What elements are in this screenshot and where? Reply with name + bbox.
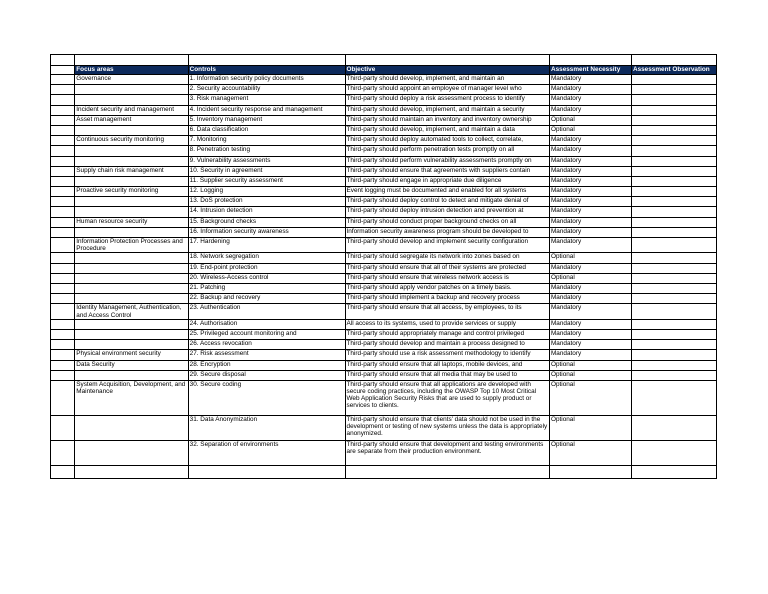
table-row <box>51 370 717 380</box>
assessment-table <box>50 54 717 479</box>
focus-area-cell[interactable] <box>75 85 188 95</box>
objective-cell[interactable]: Third-party should ensure that all media that may be used to <box>345 370 549 380</box>
observation-cell[interactable] <box>631 85 716 95</box>
objective-cell[interactable]: Information security awareness program should be developed to <box>345 227 549 237</box>
header-row <box>51 66 717 75</box>
observation-cell[interactable] <box>631 156 716 166</box>
control-cell[interactable]: 12. Logging <box>188 187 345 197</box>
control-cell[interactable]: 18. Network segregation <box>188 253 345 263</box>
objective-cell[interactable]: Third-party should use a risk assessment methodology to identify <box>345 350 549 360</box>
row-spacer-cell[interactable] <box>51 253 75 263</box>
objective-cell[interactable]: Third-party should appropriately manage and control privileged <box>345 329 549 339</box>
objective-cell[interactable]: Event logging must be documented and enabled for all systems <box>345 187 549 197</box>
necessity-cell[interactable]: Mandatory <box>549 187 631 197</box>
control-cell[interactable]: 6. Data classification <box>188 125 345 135</box>
necessity-cell[interactable]: Mandatory <box>549 176 631 186</box>
objective-cell[interactable]: Third-party should ensure that development and testing environments are separate from their production environment. <box>345 440 549 465</box>
objective-cell[interactable]: Third-party should perform penetration tests promptly on all <box>345 146 549 156</box>
control-cell[interactable]: 9. Vulnerability assessments <box>188 156 345 166</box>
necessity-cell[interactable]: Mandatory <box>549 294 631 304</box>
observation-cell[interactable] <box>631 294 716 304</box>
objective-cell[interactable]: Third-party should ensure that agreements with suppliers contain <box>345 166 549 176</box>
objective-cell[interactable]: Third-party should ensure that all of their systems are protected <box>345 263 549 273</box>
observation-cell[interactable] <box>631 115 716 125</box>
row-spacer-cell[interactable] <box>51 294 75 304</box>
table-row <box>51 415 717 440</box>
row-spacer-cell[interactable] <box>51 197 75 207</box>
objective-cell[interactable]: Third-party should deploy a risk assessment process to identify <box>345 95 549 105</box>
observation-cell[interactable] <box>631 238 716 253</box>
observation-cell[interactable] <box>631 105 716 115</box>
row-spacer-cell[interactable] <box>51 187 75 197</box>
observation-cell[interactable] <box>631 146 716 156</box>
focus-area-cell[interactable] <box>75 125 188 135</box>
focus-area-cell[interactable] <box>75 440 188 465</box>
necessity-cell[interactable]: Mandatory <box>549 136 631 146</box>
table-row <box>51 176 717 186</box>
objective-cell[interactable]: Third-party should conduct proper background checks on all <box>345 217 549 227</box>
necessity-cell[interactable]: Mandatory <box>549 85 631 95</box>
cell[interactable] <box>51 55 75 66</box>
focus-area-cell[interactable] <box>75 176 188 186</box>
focus-area-cell[interactable]: Continuous security monitoring <box>75 136 188 146</box>
objective-cell[interactable]: Third-party should implement a backup and recovery process <box>345 294 549 304</box>
observation-cell[interactable] <box>631 125 716 135</box>
necessity-cell[interactable]: Mandatory <box>549 238 631 253</box>
row-spacer-cell[interactable] <box>51 136 75 146</box>
control-cell[interactable]: 13. DoS protection <box>188 197 345 207</box>
table-row <box>51 380 717 415</box>
row-spacer-cell[interactable] <box>51 146 75 156</box>
necessity-cell[interactable]: Mandatory <box>549 350 631 360</box>
cell[interactable] <box>631 55 716 66</box>
table-row <box>51 238 717 253</box>
row-spacer-cell[interactable] <box>51 283 75 293</box>
header-assessment-necessity[interactable]: Assessment Necessity <box>549 66 631 75</box>
focus-area-cell[interactable]: Data Security <box>75 360 188 370</box>
table-row <box>51 115 717 125</box>
table-row <box>51 360 717 370</box>
observation-cell[interactable] <box>631 176 716 186</box>
observation-cell[interactable] <box>631 283 716 293</box>
empty-row <box>51 55 717 66</box>
objective-cell[interactable]: Third-party should ensure that wireless network access is <box>345 273 549 283</box>
objective-cell[interactable]: Third-party should develop, implement, and maintain a security <box>345 105 549 115</box>
observation-cell[interactable] <box>631 166 716 176</box>
table-row <box>51 227 717 237</box>
necessity-cell[interactable]: Optional <box>549 370 631 380</box>
table-row <box>51 125 717 135</box>
cell[interactable] <box>75 55 188 66</box>
observation-cell[interactable] <box>631 360 716 370</box>
table-row <box>51 136 717 146</box>
row-spacer-cell[interactable] <box>51 415 75 440</box>
spreadsheet <box>50 54 717 479</box>
necessity-cell[interactable]: Mandatory <box>549 197 631 207</box>
observation-cell[interactable] <box>631 207 716 217</box>
control-cell[interactable]: 29. Secure disposal <box>188 370 345 380</box>
cell[interactable] <box>631 465 716 478</box>
control-cell[interactable]: 28. Encryption <box>188 360 345 370</box>
observation-cell[interactable] <box>631 227 716 237</box>
control-cell[interactable]: 15. Background checks <box>188 217 345 227</box>
observation-cell[interactable] <box>631 370 716 380</box>
row-spacer-cell[interactable] <box>51 440 75 465</box>
necessity-cell[interactable]: Mandatory <box>549 166 631 176</box>
table-row <box>51 85 717 95</box>
necessity-cell[interactable]: Mandatory <box>549 105 631 115</box>
table-row <box>51 187 717 197</box>
row-spacer-cell[interactable] <box>51 156 75 166</box>
objective-cell[interactable]: Third-party should develop and maintain a process designed to <box>345 340 549 350</box>
objective-cell[interactable]: Third-party should apply vendor patches on a timely basis. <box>345 283 549 293</box>
table-row <box>51 95 717 105</box>
observation-cell[interactable] <box>631 217 716 227</box>
necessity-cell[interactable]: Mandatory <box>549 207 631 217</box>
control-cell[interactable]: 8. Penetration testing <box>188 146 345 156</box>
control-cell[interactable]: 17. Hardening <box>188 238 345 253</box>
control-cell[interactable]: 19. End-point protection <box>188 263 345 273</box>
objective-cell[interactable]: Third-party should develop, implement, and maintain an <box>345 75 549 85</box>
header-assessment-observation[interactable]: Assessment Observation <box>631 66 716 75</box>
observation-cell[interactable] <box>631 415 716 440</box>
table-row <box>51 166 717 176</box>
observation-cell[interactable] <box>631 263 716 273</box>
table-row <box>51 156 717 166</box>
control-cell[interactable]: 32. Separation of environments <box>188 440 345 465</box>
necessity-cell[interactable]: Mandatory <box>549 75 631 85</box>
focus-area-cell[interactable]: System Acquisition, Development, and Maintenance <box>75 380 188 415</box>
focus-area-cell[interactable] <box>75 340 188 350</box>
focus-area-cell[interactable] <box>75 273 188 283</box>
focus-area-cell[interactable]: Governance <box>75 75 188 85</box>
control-cell[interactable]: 7. Monitoring <box>188 136 345 146</box>
objective-cell[interactable]: Third-party should ensure that all laptops, mobile devices, and <box>345 360 549 370</box>
focus-area-cell[interactable] <box>75 197 188 207</box>
necessity-cell[interactable]: Mandatory <box>549 340 631 350</box>
cell[interactable] <box>345 465 549 478</box>
necessity-cell[interactable]: Optional <box>549 273 631 283</box>
necessity-cell[interactable]: Mandatory <box>549 95 631 105</box>
control-cell[interactable]: 3. Risk management <box>188 95 345 105</box>
observation-cell[interactable] <box>631 440 716 465</box>
objective-cell[interactable]: Third-party should perform vulnerability assessments promptly on <box>345 156 549 166</box>
table-row <box>51 253 717 263</box>
cell[interactable] <box>345 55 549 66</box>
focus-area-cell[interactable] <box>75 415 188 440</box>
focus-area-cell[interactable]: Information Protection Processes and Procedure <box>75 238 188 253</box>
row-spacer-cell[interactable] <box>51 340 75 350</box>
observation-cell[interactable] <box>631 197 716 207</box>
row-spacer-cell[interactable] <box>51 370 75 380</box>
table-row <box>51 294 717 304</box>
row-spacer-cell[interactable] <box>51 329 75 339</box>
empty-row <box>51 465 717 478</box>
necessity-cell[interactable]: Mandatory <box>549 319 631 329</box>
observation-cell[interactable] <box>631 273 716 283</box>
cell[interactable] <box>188 465 345 478</box>
row-spacer-cell[interactable] <box>51 217 75 227</box>
row-spacer-cell[interactable] <box>51 273 75 283</box>
focus-area-cell[interactable]: Physical environment security <box>75 350 188 360</box>
focus-area-cell[interactable] <box>75 146 188 156</box>
objective-cell[interactable]: All access to its systems, used to provide services or supply <box>345 319 549 329</box>
objective-cell[interactable]: Third-party should maintain an inventory and inventory ownership <box>345 115 549 125</box>
focus-area-cell[interactable]: Supply chain risk management <box>75 166 188 176</box>
focus-area-cell[interactable] <box>75 370 188 380</box>
observation-cell[interactable] <box>631 75 716 85</box>
necessity-cell[interactable]: Mandatory <box>549 146 631 156</box>
table-row <box>51 319 717 329</box>
header-controls[interactable]: Controls <box>188 66 345 75</box>
focus-area-cell[interactable] <box>75 253 188 263</box>
objective-cell[interactable]: Third-party should deploy control to detect and mitigate denial of <box>345 197 549 207</box>
header-spacer <box>51 66 75 75</box>
observation-cell[interactable] <box>631 253 716 263</box>
row-spacer-cell[interactable] <box>51 125 75 135</box>
table-row <box>51 75 717 85</box>
objective-cell[interactable]: Third-party should deploy intrusion detection and prevention at <box>345 207 549 217</box>
observation-cell[interactable] <box>631 136 716 146</box>
control-cell[interactable]: 11. Supplier security assessment <box>188 176 345 186</box>
observation-cell[interactable] <box>631 187 716 197</box>
control-cell[interactable]: 31. Data Anonymization <box>188 415 345 440</box>
objective-cell[interactable]: Third-party should develop, implement, and maintain a data <box>345 125 549 135</box>
control-cell[interactable]: 30. Secure coding <box>188 380 345 415</box>
table-row <box>51 105 717 115</box>
necessity-cell[interactable]: Optional <box>549 440 631 465</box>
focus-area-cell[interactable] <box>75 319 188 329</box>
row-spacer-cell[interactable] <box>51 304 75 319</box>
focus-area-cell[interactable] <box>75 156 188 166</box>
table-row <box>51 329 717 339</box>
cell[interactable] <box>188 55 345 66</box>
observation-cell[interactable] <box>631 350 716 360</box>
necessity-cell[interactable]: Mandatory <box>549 227 631 237</box>
control-cell[interactable]: 23. Authentication <box>188 304 345 319</box>
observation-cell[interactable] <box>631 95 716 105</box>
necessity-cell[interactable]: Mandatory <box>549 263 631 273</box>
focus-area-cell[interactable] <box>75 207 188 217</box>
control-cell[interactable]: 22. Backup and recovery <box>188 294 345 304</box>
focus-area-cell[interactable]: Proactive security monitoring <box>75 187 188 197</box>
focus-area-cell[interactable]: Identity Management, Authentication, and Access Control <box>75 304 188 319</box>
objective-cell[interactable]: Third-party should deploy automated tools to collect, correlate, <box>345 136 549 146</box>
objective-cell[interactable]: Third-party should appoint an employee of manager level who <box>345 85 549 95</box>
control-cell[interactable]: 24. Authorisation <box>188 319 345 329</box>
table-row <box>51 340 717 350</box>
table-row <box>51 197 717 207</box>
table-row <box>51 207 717 217</box>
objective-cell[interactable]: Third-party should segregate its network into zones based on <box>345 253 549 263</box>
observation-cell[interactable] <box>631 304 716 319</box>
control-cell[interactable]: 5. Inventory management <box>188 115 345 125</box>
row-spacer-cell[interactable] <box>51 350 75 360</box>
focus-area-cell[interactable] <box>75 294 188 304</box>
table-row <box>51 273 717 283</box>
focus-area-cell[interactable] <box>75 227 188 237</box>
focus-area-cell[interactable]: Incident security and management <box>75 105 188 115</box>
cell[interactable] <box>549 465 631 478</box>
control-cell[interactable]: 25. Privileged account monitoring and <box>188 329 345 339</box>
necessity-cell[interactable]: Optional <box>549 415 631 440</box>
necessity-cell[interactable]: Optional <box>549 253 631 263</box>
table-row <box>51 283 717 293</box>
focus-area-cell[interactable] <box>75 263 188 273</box>
control-cell[interactable]: 14. Intrusion detection <box>188 207 345 217</box>
cell[interactable] <box>549 55 631 66</box>
necessity-cell[interactable]: Optional <box>549 380 631 415</box>
row-spacer-cell[interactable] <box>51 105 75 115</box>
focus-area-cell[interactable]: Human resource security <box>75 217 188 227</box>
table-row <box>51 217 717 227</box>
necessity-cell[interactable]: Mandatory <box>549 217 631 227</box>
necessity-cell[interactable]: Mandatory <box>549 304 631 319</box>
control-cell[interactable]: 1. Information security policy documents <box>188 75 345 85</box>
cell[interactable] <box>75 465 188 478</box>
control-cell[interactable]: 4. Incident security response and management <box>188 105 345 115</box>
row-spacer-cell[interactable] <box>51 75 75 85</box>
control-cell[interactable]: 2. Security accountability <box>188 85 345 95</box>
row-spacer-cell[interactable] <box>51 85 75 95</box>
necessity-cell[interactable]: Mandatory <box>549 156 631 166</box>
cell[interactable] <box>51 465 75 478</box>
objective-cell[interactable]: Third-party should ensure that all access, by employees, to its <box>345 304 549 319</box>
table-row <box>51 304 717 319</box>
row-spacer-cell[interactable] <box>51 166 75 176</box>
focus-area-cell[interactable] <box>75 329 188 339</box>
necessity-cell[interactable]: Optional <box>549 360 631 370</box>
necessity-cell[interactable]: Optional <box>549 115 631 125</box>
row-spacer-cell[interactable] <box>51 238 75 253</box>
objective-cell[interactable]: Third-party should ensure that all applications are developed with secure coding practices, including the OWASP Top 10 Most Critical Web Application Security Risks that are used to supply product or services to clients. <box>345 380 549 415</box>
objective-cell[interactable]: Third-party should develop and implement security configuration <box>345 238 549 253</box>
focus-area-cell[interactable] <box>75 283 188 293</box>
control-cell[interactable]: 10. Security in agreement <box>188 166 345 176</box>
necessity-cell[interactable]: Optional <box>549 125 631 135</box>
observation-cell[interactable] <box>631 380 716 415</box>
row-spacer-cell[interactable] <box>51 176 75 186</box>
row-spacer-cell[interactable] <box>51 360 75 370</box>
row-spacer-cell[interactable] <box>51 207 75 217</box>
necessity-cell[interactable]: Mandatory <box>549 329 631 339</box>
row-spacer-cell[interactable] <box>51 263 75 273</box>
header-focus-areas[interactable]: Focus areas <box>75 66 188 75</box>
necessity-cell[interactable]: Mandatory <box>549 283 631 293</box>
header-objective[interactable]: Objective <box>345 66 549 75</box>
table-row <box>51 146 717 156</box>
observation-cell[interactable] <box>631 329 716 339</box>
objective-cell[interactable]: Third-party should engage in appropriate due diligence <box>345 176 549 186</box>
row-spacer-cell[interactable] <box>51 380 75 415</box>
focus-area-cell[interactable]: Asset management <box>75 115 188 125</box>
row-spacer-cell[interactable] <box>51 115 75 125</box>
control-cell[interactable]: 16. Information security awareness <box>188 227 345 237</box>
objective-cell[interactable]: Third-party should ensure that clients' data should not be used in the development or testing of new systems unless the data is appropriately anonymized. <box>345 415 549 440</box>
row-spacer-cell[interactable] <box>51 95 75 105</box>
row-spacer-cell[interactable] <box>51 319 75 329</box>
control-cell[interactable]: 20. Wireless-Access control <box>188 273 345 283</box>
observation-cell[interactable] <box>631 319 716 329</box>
table-row <box>51 440 717 465</box>
observation-cell[interactable] <box>631 340 716 350</box>
control-cell[interactable]: 26. Access revocation <box>188 340 345 350</box>
control-cell[interactable]: 21. Patching <box>188 283 345 293</box>
focus-area-cell[interactable] <box>75 95 188 105</box>
control-cell[interactable]: 27. Risk assessment <box>188 350 345 360</box>
row-spacer-cell[interactable] <box>51 227 75 237</box>
table-row <box>51 350 717 360</box>
table-row <box>51 263 717 273</box>
